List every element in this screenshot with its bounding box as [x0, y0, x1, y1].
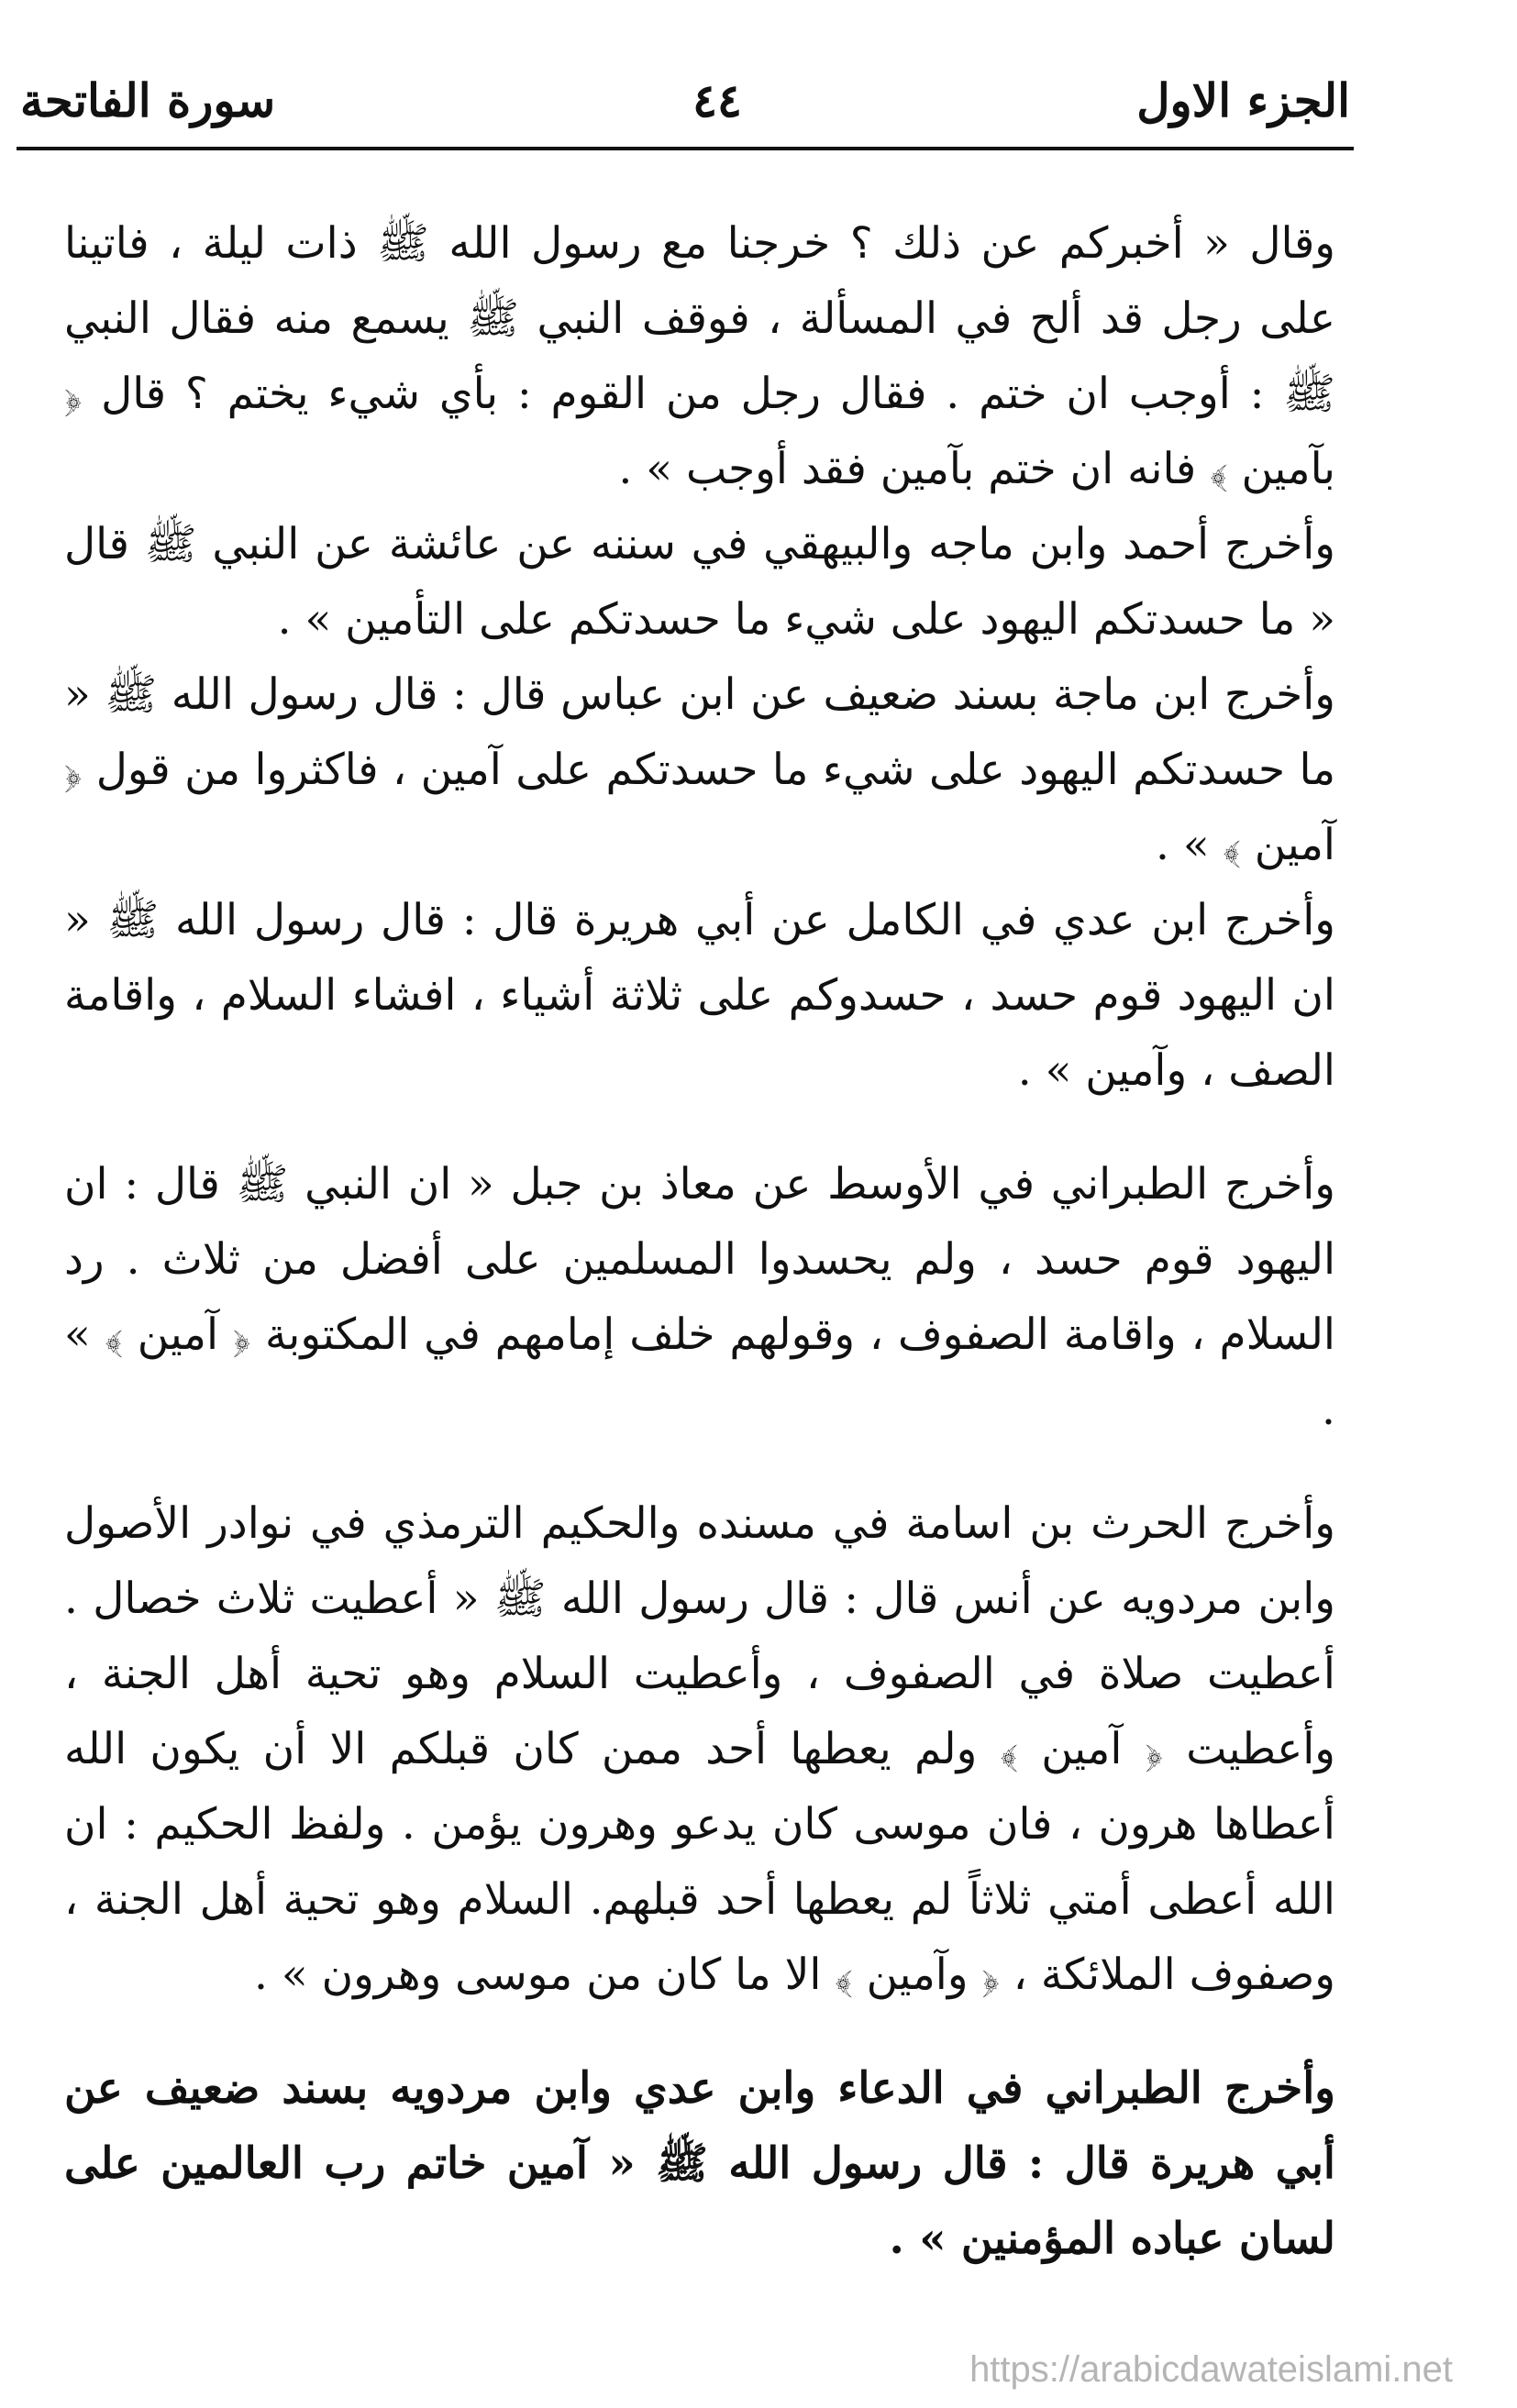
source-watermark: https://arabicdawateislami.net	[969, 2349, 1453, 2390]
paragraph-4: وأخرج ابن عدي في الكامل عن أبي هريرة قال : قال رسول الله ﷺ « ان اليهود قوم حسد ، حسدوكم على ثلاثة أشياء ، افشاء السلام ، واقامة الصف ، وآمين » .	[64, 895, 1335, 1096]
paragraph-6: وأخرج الحرث بن اسامة في مسنده والحكيم الترمذي في نوادر الأصول وابن مردويه عن أنس قال : قال رسول الله ﷺ « أعطيت ثلاث خصال . أعطيت صلاة في الصفوف ، وأعطيت السلام وهو تحية أهل الجنة ، وأعطيت ﴿ آمين ﴾ ولم يعطها أحد ممن كان قبلكم الا أن يكون الله أعطاها هرون ، فان موسى كان يدعو وهرون يؤمن . ولفظ الحكيم : ان الله أعطى أمتي ثلاثاً لم يعطها أحد قبلهم. السلام وهو تحية أهل الجنة ، وصفوف الملائكة ، ﴿ وآمين ﴾ الا ما كان من موسى وهرون » .	[64, 1498, 1335, 2000]
header-divider	[17, 147, 1354, 150]
paragraph-5: وأخرج الطبراني في الأوسط عن معاذ بن جبل « ان النبي ﷺ قال : ان اليهود قوم حسد ، ولم يحسدوا المسلمين على أفضل من ثلاث . رد السلام ، واقامة الصفوف ، وقولهم خلف إمامهم في المكتوبة ﴿ آمين ﴾ » .	[64, 1159, 1335, 1435]
page-body	[64, 206, 1335, 2277]
paragraph-2: وأخرج أحمد وابن ماجه والبيهقي في سننه عن عائشة عن النبي ﷺ قال « ما حسدتكم اليهود على شيء ما حسدتكم على التأمين » .	[64, 519, 1335, 645]
part-title: الجزء الاول	[1136, 73, 1350, 127]
page-header	[20, 64, 1350, 138]
page-number: ٤٤	[692, 73, 742, 127]
paragraph-1: وقال « أخبركم عن ذلك ؟ خرجنا مع رسول الله ﷺ ذات ليلة ، فاتينا على رجل قد ألح في المسألة ، فوقف النبي ﷺ يسمع منه فقال النبي ﷺ : أوجب ان ختم . فقال رجل من القوم : بأي شيء يختم ؟ قال ﴿ بآمين ﴾ فانه ان ختم بآمين فقد أوجب » .	[64, 218, 1335, 494]
surah-title: سورة الفاتحة	[20, 73, 276, 127]
paragraph-3: وأخرج ابن ماجة بسند ضعيف عن ابن عباس قال : قال رسول الله ﷺ « ما حسدتكم اليهود على شيء ما حسدتكم على آمين ، فاكثروا من قول ﴿ آمين ﴾ » .	[64, 669, 1335, 870]
paragraph-7: وأخرج الطبراني في الدعاء وابن عدي وابن مردويه بسند ضعيف عن أبي هريرة قال : قال رسول الله ﷺ « آمين خاتم رب العالمين على لسان عباده المؤمنين » .	[64, 2063, 1335, 2264]
